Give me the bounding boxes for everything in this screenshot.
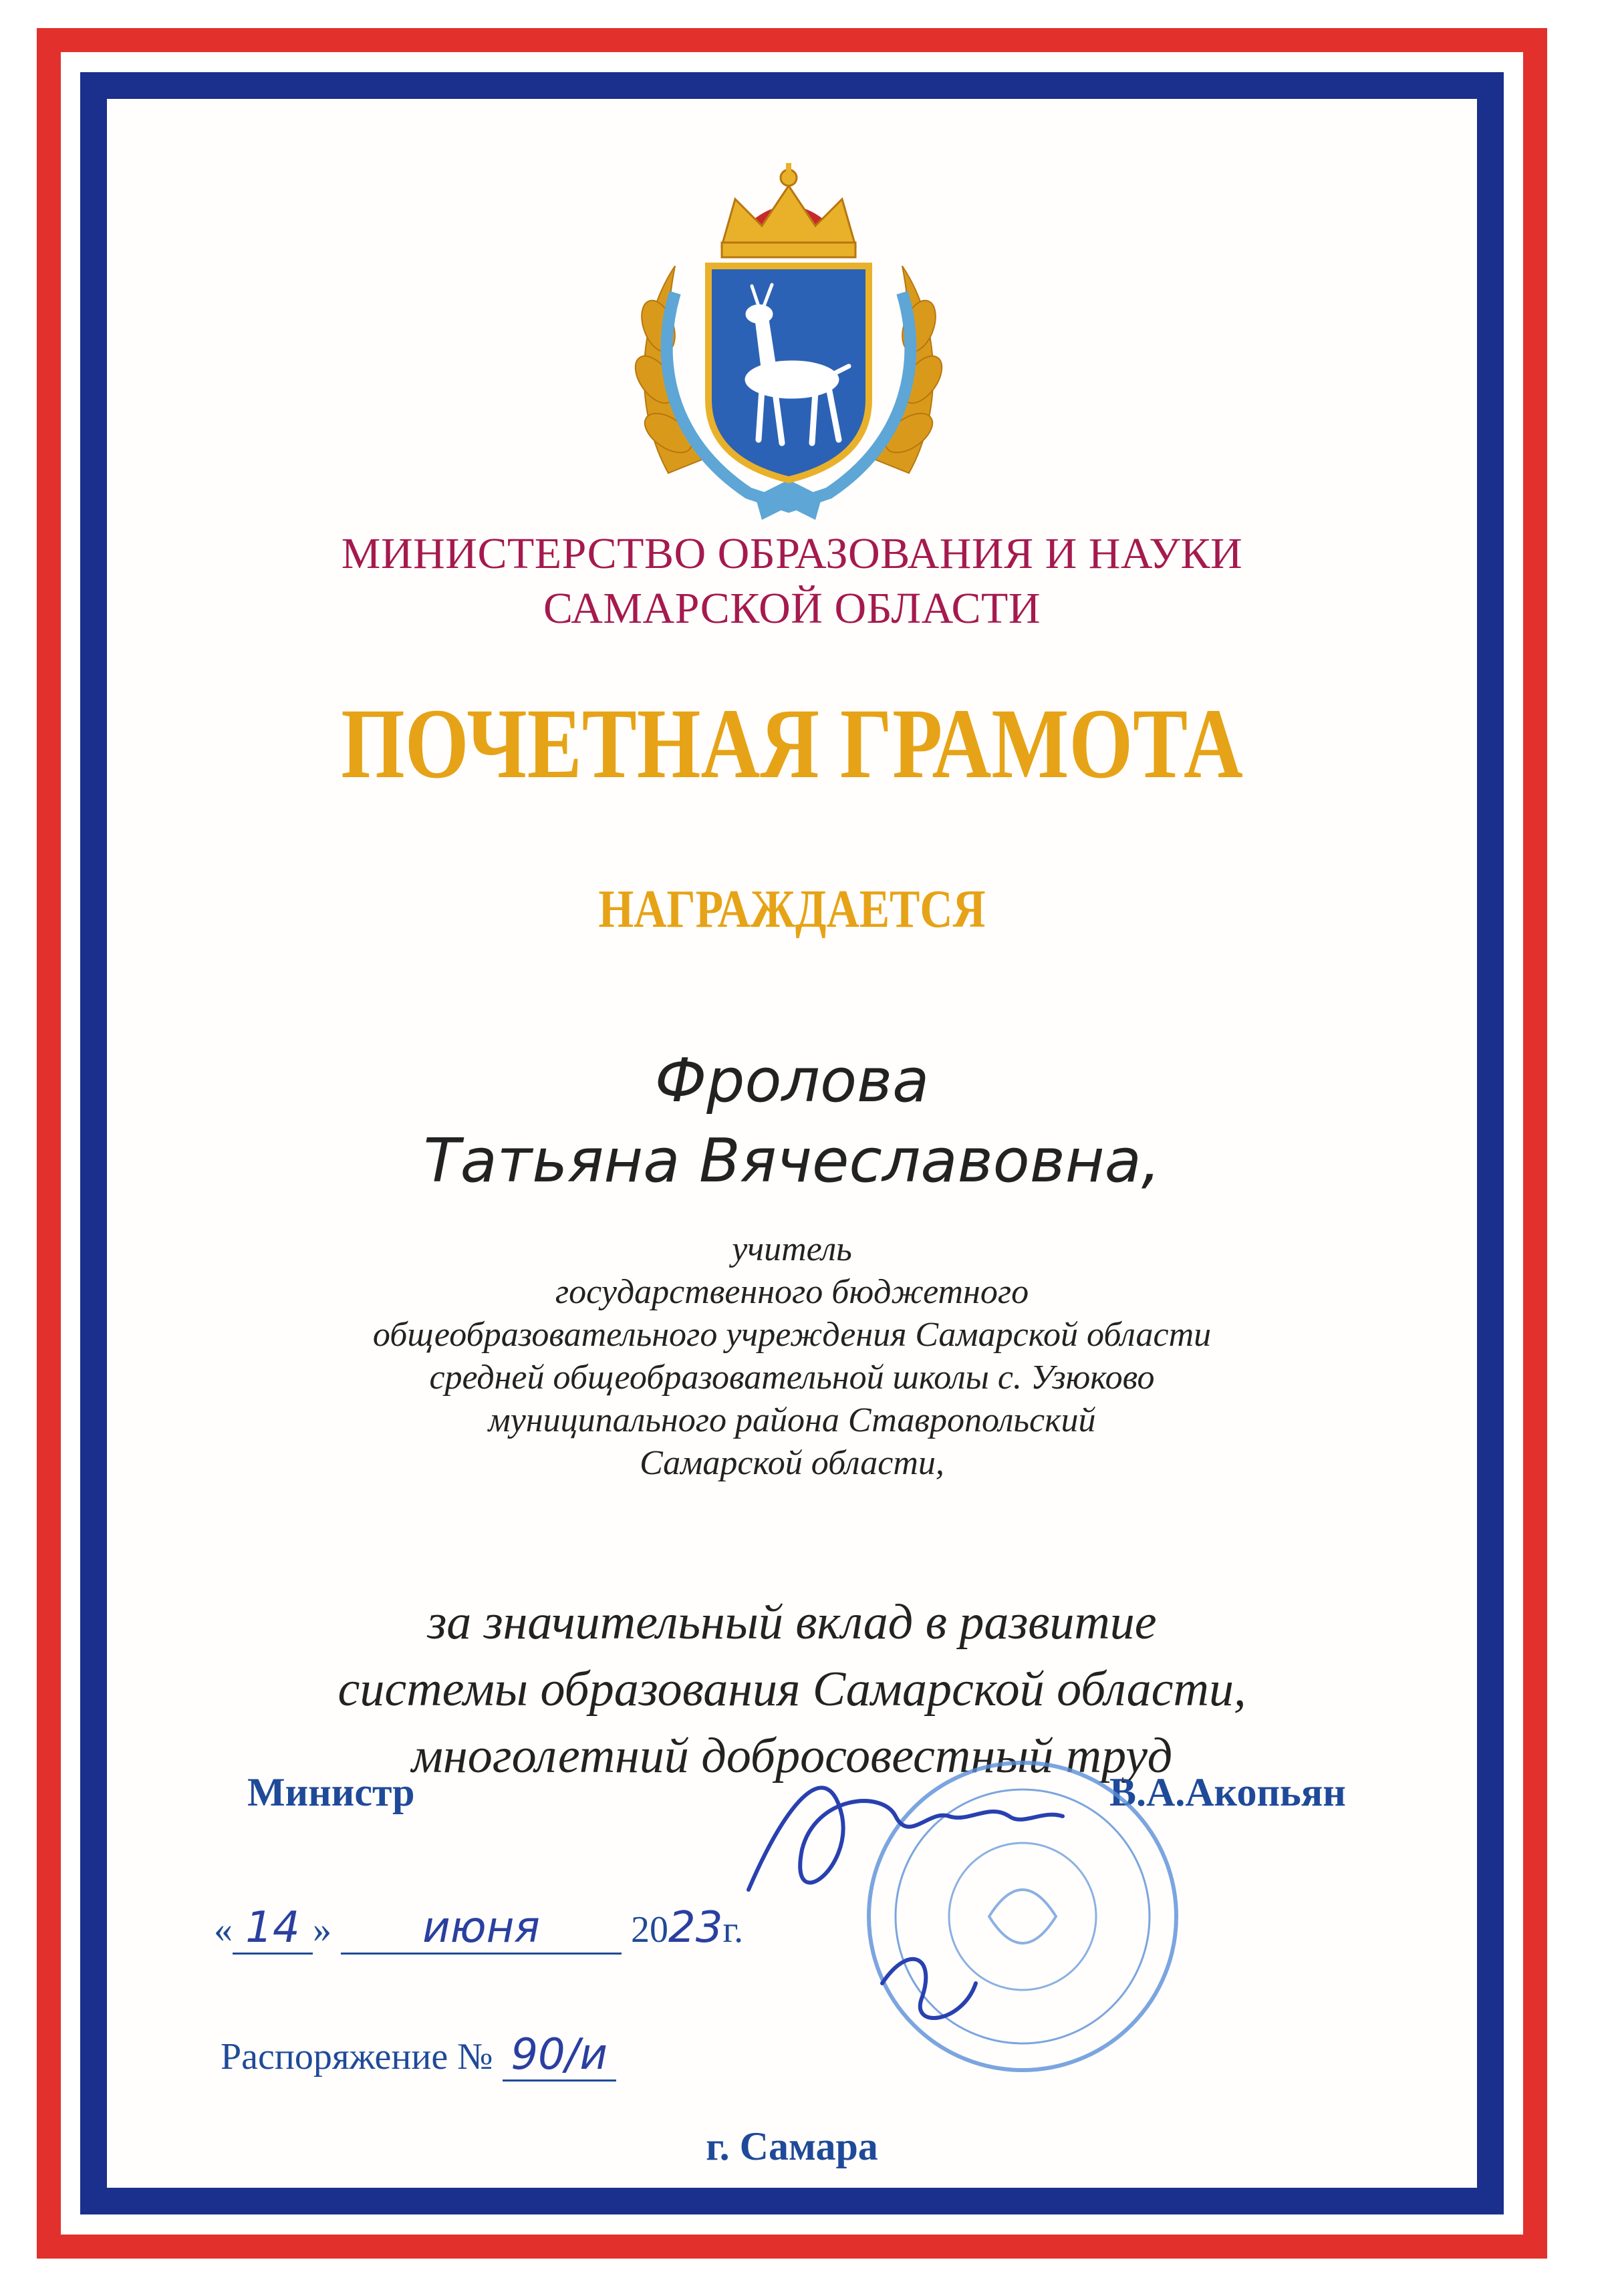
- signatory-name: В.А.Акопьян: [1109, 1770, 1346, 1814]
- ministry-line-1: МИНИСТЕРСТВО ОБРАЗОВАНИЯ И НАУКИ: [341, 529, 1243, 578]
- signatory-role: Министр: [247, 1770, 415, 1814]
- position-line: общеобразовательного учреждения Самарской области: [372, 1316, 1212, 1354]
- position-line: муниципального района Ставропольский: [488, 1401, 1096, 1439]
- recipient-position: [107, 1228, 1477, 1485]
- order-label: Распоряжение №: [221, 2036, 493, 2077]
- position-line: учитель: [732, 1230, 852, 1268]
- certificate-sheet: [107, 99, 1477, 2188]
- position-line: Самарской области,: [640, 1444, 944, 1482]
- date-open-quote: «: [214, 1909, 233, 1951]
- position-line: государственного бюджетного: [555, 1273, 1029, 1311]
- reason-line: системы образования Самарской области,: [338, 1662, 1246, 1717]
- ministry-line-2: САМАРСКОЙ ОБЛАСТИ: [543, 584, 1041, 633]
- issue-city: г. Самара: [706, 2124, 878, 2168]
- order-reference: [221, 2030, 616, 2082]
- reason-line: многолетний добросовестный труд: [411, 1729, 1173, 1783]
- recipient-surname: Фролова: [654, 1046, 930, 1116]
- ministry-name: [107, 527, 1477, 636]
- date-year-mark: г.: [722, 1909, 744, 1951]
- position-line: средней общеобразовательной школы с. Узюково: [429, 1358, 1155, 1397]
- reason-line: за значительный вклад в развитие: [427, 1595, 1157, 1650]
- official-seal-stamp: [708, 1716, 1190, 2090]
- order-number: 90/и: [503, 2030, 616, 2082]
- date-year-prefix: 20: [631, 1909, 668, 1951]
- date-year-suffix: 23: [668, 1903, 723, 1953]
- recipient-name: [107, 1041, 1477, 1201]
- date-close-quote: »: [313, 1909, 331, 1951]
- certificate-title: ПОЧЕТНАЯ ГРАМОТА: [341, 688, 1243, 799]
- issue-date: [214, 1903, 743, 1955]
- samara-coat-of-arms-icon: [628, 159, 949, 533]
- date-day: 14: [233, 1903, 313, 1955]
- recipient-given-names: Татьяна Вячеславовна,: [423, 1126, 1161, 1196]
- awarded-heading: НАГРАЖДАЕТСЯ: [598, 880, 986, 939]
- date-month: июня: [341, 1903, 622, 1955]
